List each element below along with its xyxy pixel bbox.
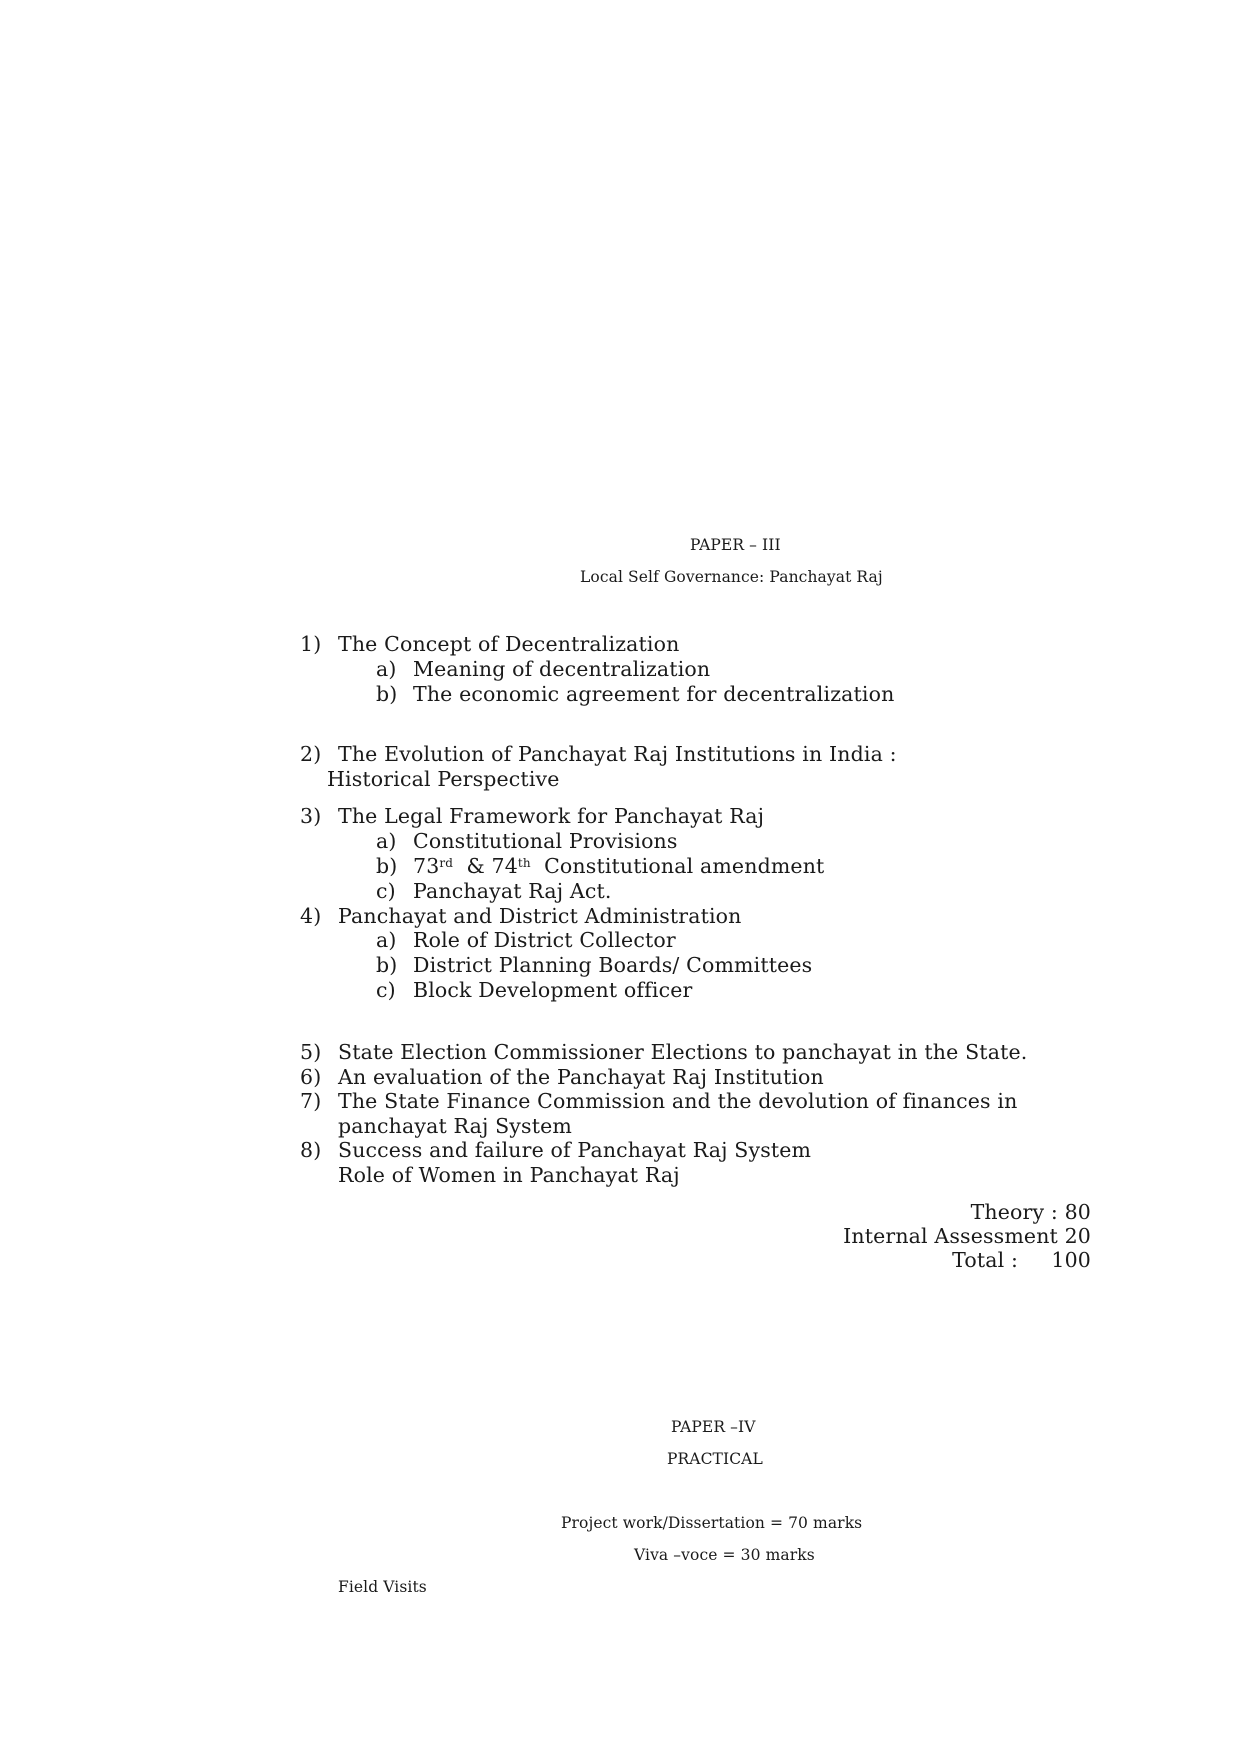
field-visits: Field Visits — [338, 1578, 427, 1596]
unit-8-title: Success and failure of Panchayat Raj System — [338, 1138, 812, 1162]
project-work-marks: Project work/Dissertation = 70 marks — [561, 1514, 863, 1532]
unit-3b-73: 73 — [413, 854, 440, 878]
unit-4c-text: Block Development officer — [413, 978, 693, 1002]
unit-8-number: 8) — [300, 1138, 322, 1162]
paper-4-title: PAPER –IV — [671, 1418, 756, 1436]
unit-2-title-continued: Historical Perspective — [327, 767, 560, 791]
unit-1-number: 1) — [300, 632, 322, 656]
unit-3b-rest: Constitutional amendment — [530, 854, 825, 878]
unit-7-title: The State Finance Commission and the devolution of finances in — [338, 1089, 1018, 1113]
unit-1a-text: Meaning of decentralization — [413, 657, 711, 681]
total-marks: Total : 100 — [952, 1248, 1091, 1272]
unit-1a-letter: a) — [376, 657, 397, 681]
unit-5-title: State Election Commissioner Elections to panchayat in the State. — [338, 1040, 1028, 1064]
unit-3b-rd-superscript: rd — [439, 856, 454, 870]
unit-7-title-continued: panchayat Raj System — [338, 1114, 572, 1138]
unit-3b-text — [413, 854, 824, 878]
unit-3c-letter: c) — [376, 879, 396, 903]
paper-3-title: PAPER – III — [690, 536, 781, 554]
unit-2-number: 2) — [300, 742, 322, 766]
unit-3b-letter: b) — [376, 854, 398, 878]
unit-4a-text: Role of District Collector — [413, 928, 676, 952]
unit-1b-letter: b) — [376, 682, 398, 706]
unit-4b-letter: b) — [376, 953, 398, 977]
paper-4-subtitle: PRACTICAL — [667, 1450, 763, 1468]
unit-4a-letter: a) — [376, 928, 397, 952]
unit-8-title-continued: Role of Women in Panchayat Raj — [338, 1163, 680, 1187]
unit-5-number: 5) — [300, 1040, 322, 1064]
unit-3a-letter: a) — [376, 829, 397, 853]
unit-6-title: An evaluation of the Panchayat Raj Institution — [338, 1065, 824, 1089]
unit-3b-74: & 74 — [453, 854, 518, 878]
unit-3-number: 3) — [300, 804, 322, 828]
internal-assessment-marks: Internal Assessment 20 — [843, 1224, 1091, 1248]
unit-2-title: The Evolution of Panchayat Raj Institutions in India : — [338, 742, 897, 766]
unit-4-number: 4) — [300, 904, 322, 928]
theory-marks: Theory : 80 — [970, 1200, 1091, 1224]
unit-4-title: Panchayat and District Administration — [338, 904, 742, 928]
unit-3-title: The Legal Framework for Panchayat Raj — [338, 804, 765, 828]
viva-voce-marks: Viva –voce = 30 marks — [634, 1546, 815, 1564]
unit-3a-text: Constitutional Provisions — [413, 829, 678, 853]
unit-3b-th-superscript: th — [517, 856, 531, 870]
unit-6-number: 6) — [300, 1065, 322, 1089]
paper-3-subtitle: Local Self Governance: Panchayat Raj — [580, 568, 883, 586]
unit-3c-text: Panchayat Raj Act. — [413, 879, 612, 903]
unit-7-number: 7) — [300, 1089, 322, 1113]
unit-4b-text: District Planning Boards/ Committees — [413, 953, 813, 977]
unit-1-title: The Concept of Decentralization — [338, 632, 680, 656]
unit-1b-text: The economic agreement for decentralization — [413, 682, 895, 706]
unit-4c-letter: c) — [376, 978, 396, 1002]
